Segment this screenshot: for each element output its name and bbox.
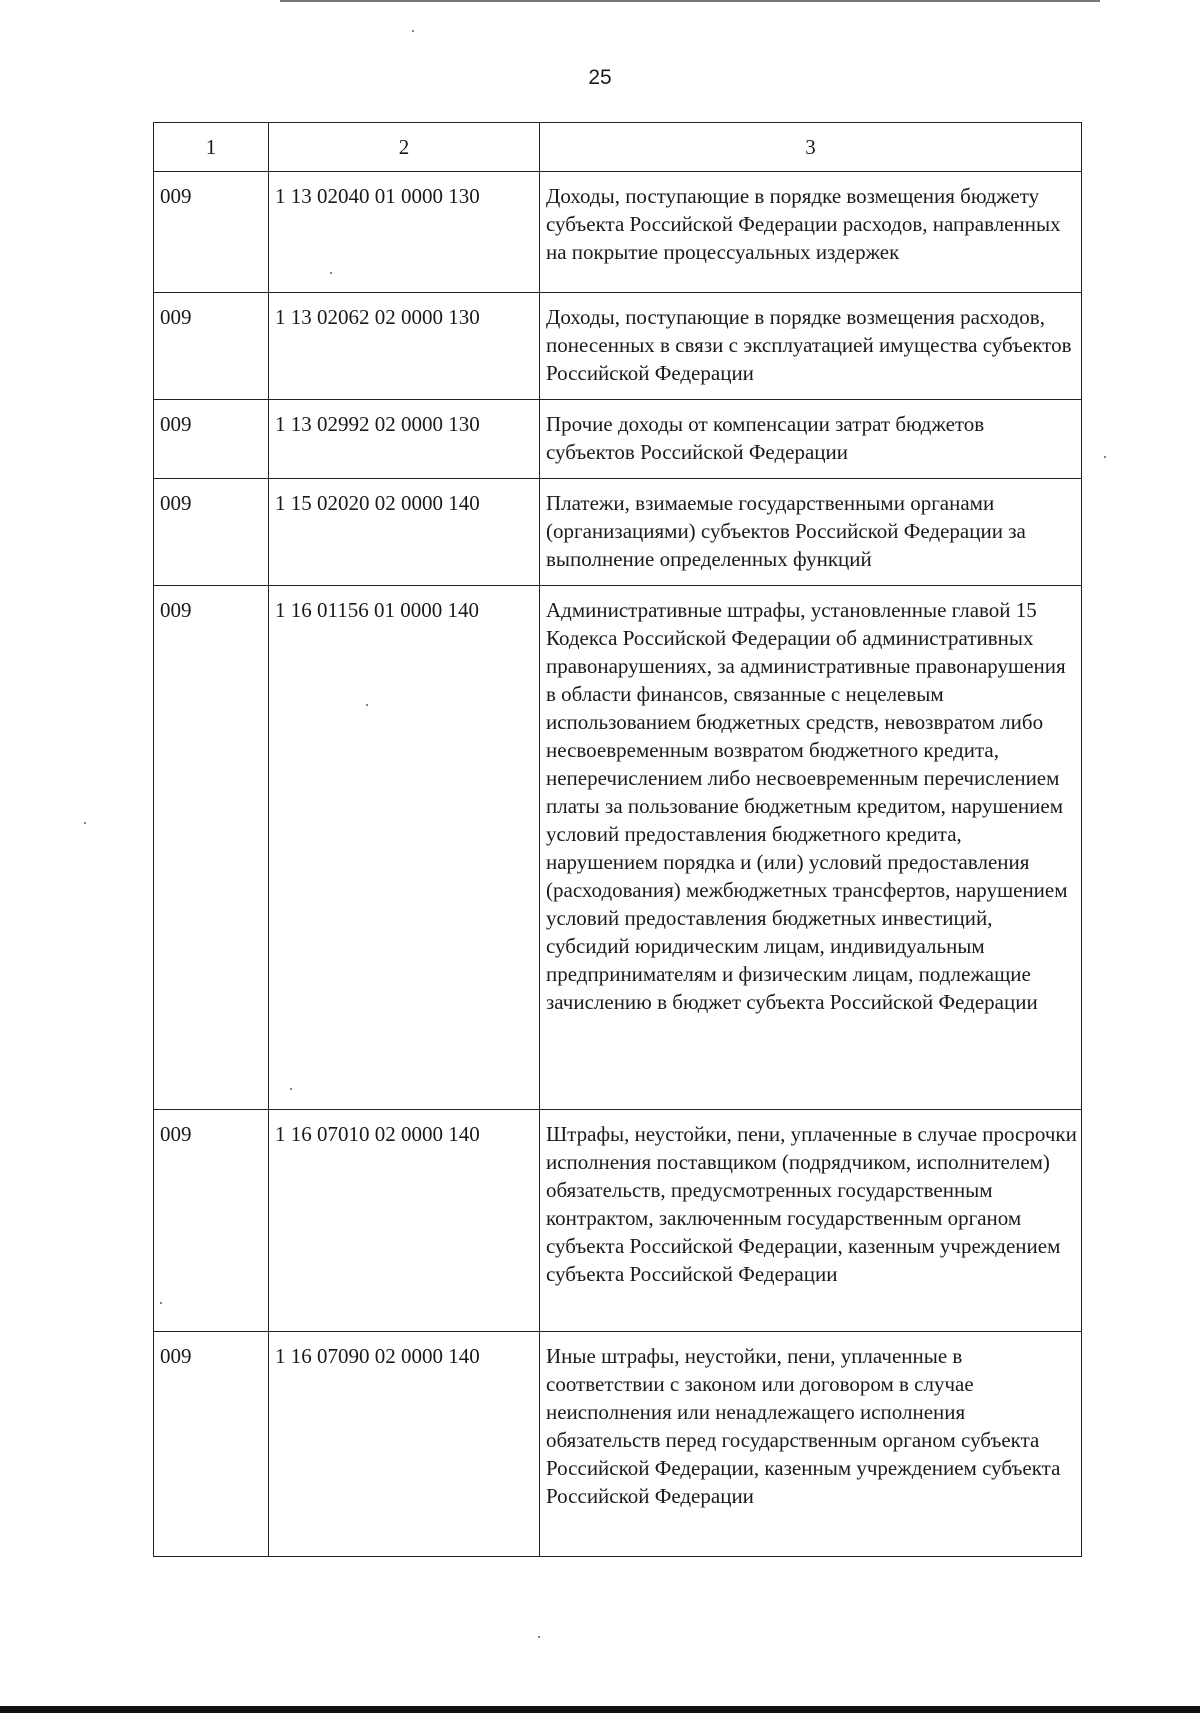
revenue-codes-table: [153, 122, 1082, 1557]
scan-speck: [84, 822, 86, 824]
kbk-code-cell: 1 13 02040 01 0000 130: [269, 172, 540, 293]
admin-code-cell: 009: [154, 400, 269, 479]
description-cell: Прочие доходы от компенсации затрат бюджетов субъектов Российской Федерации: [540, 400, 1082, 479]
table-row: [154, 1110, 1082, 1332]
scan-speck: [412, 30, 414, 32]
table-header-row: [154, 123, 1082, 172]
table-row: [154, 293, 1082, 400]
description-cell: Доходы, поступающие в порядке возмещения бюджету субъекта Российской Федерации расходов, направленных на покрытие процессуальных издержек: [540, 172, 1082, 293]
table-row: [154, 586, 1082, 1110]
table-row: [154, 1332, 1082, 1557]
scan-top-edge: [280, 0, 1100, 2]
admin-code-cell: 009: [154, 293, 269, 400]
scan-speck: [538, 1636, 540, 1638]
admin-code-cell: 009: [154, 1332, 269, 1557]
scan-speck: [160, 1302, 162, 1304]
page-number: 25: [588, 66, 612, 89]
kbk-code-cell: 1 13 02992 02 0000 130: [269, 400, 540, 479]
kbk-code-cell: 1 16 01156 01 0000 140: [269, 586, 540, 1110]
description-cell: Платежи, взимаемые государственными органами (организациями) субъектов Российской Федерации за выполнение определенных функций: [540, 479, 1082, 586]
admin-code-cell: 009: [154, 172, 269, 293]
scan-speck: [290, 1088, 292, 1090]
description-cell: Административные штрафы, установленные главой 15 Кодекса Российской Федерации об административных правонарушениях, за административные правонарушения в области финансов, связанные с нецелевым использованием бюджетных средств, невозвратом либо несвоевременным возвратом бюджетного кредита, неперечислением либо несвоевременным перечислением платы за пользование бюджетным кредитом, нарушением условий предоставления бюджетного кредита, нарушением порядка и (или) условий предоставления (расходования) межбюджетных трансфертов, нарушением условий предоставления бюджетных инвестиций, субсидий юридическим лицам, индивидуальным предпринимателям и физическим лицам, подлежащие зачислению в бюджет субъекта Российской Федерации: [540, 586, 1082, 1110]
description-cell: Штрафы, неустойки, пени, уплаченные в случае просрочки исполнения поставщиком (подрядчиком, исполнителем) обязательств, предусмотренных государственным контрактом, заключенным государственным органом субъекта Российской Федерации, казенным учреждением субъекта Российской Федерации: [540, 1110, 1082, 1332]
table-row: [154, 400, 1082, 479]
admin-code-cell: 009: [154, 1110, 269, 1332]
description-cell: Иные штрафы, неустойки, пени, уплаченные в соответствии с законом или договором в случае неисполнения или ненадлежащего исполнения обязательств перед государственным органом субъекта Российской Федерации, казенным учреждением субъекта Российской Федерации: [540, 1332, 1082, 1557]
scan-speck: [366, 704, 368, 706]
admin-code-cell: 009: [154, 479, 269, 586]
scan-speck: [1104, 456, 1106, 458]
kbk-code-cell: 1 13 02062 02 0000 130: [269, 293, 540, 400]
table-row: [154, 479, 1082, 586]
scan-bottom-edge: [0, 1706, 1200, 1713]
table-row: [154, 172, 1082, 293]
kbk-code-cell: 1 15 02020 02 0000 140: [269, 479, 540, 586]
admin-code-cell: 009: [154, 586, 269, 1110]
scan-speck: [330, 272, 332, 274]
kbk-code-cell: 1 16 07010 02 0000 140: [269, 1110, 540, 1332]
column-header-2: 2: [269, 123, 540, 172]
description-cell: Доходы, поступающие в порядке возмещения расходов, понесенных в связи с эксплуатацией имущества субъектов Российской Федерации: [540, 293, 1082, 400]
column-header-3: 3: [540, 123, 1082, 172]
column-header-1: 1: [154, 123, 269, 172]
kbk-code-cell: 1 16 07090 02 0000 140: [269, 1332, 540, 1557]
